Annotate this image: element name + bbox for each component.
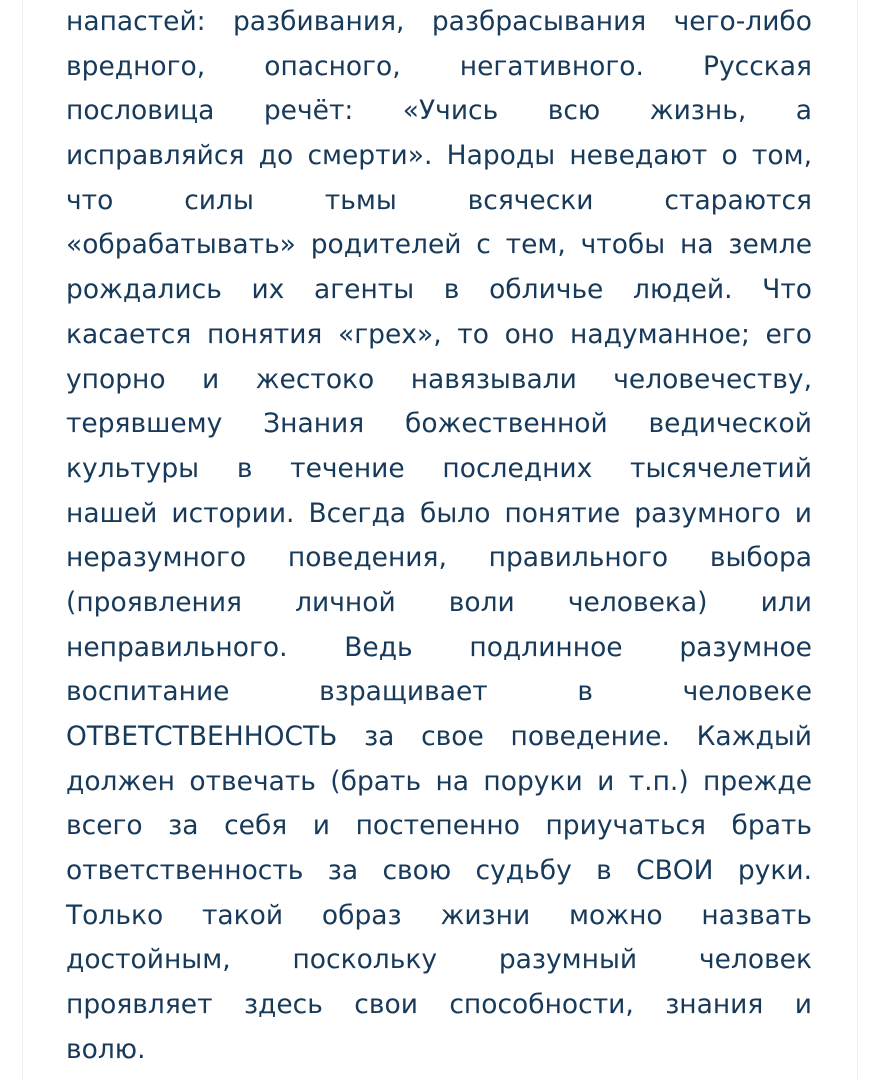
text-line: упорно и жестоко навязывали человечеству, [66,363,812,395]
text-line: исправляйся до смерти». Народы неведают о том, [66,140,812,172]
text-line: всего за себя и постепенно приучаться брать [66,810,812,842]
text-line: (проявления личной воли человека) или [66,586,812,618]
article-text [66,0,812,1073]
text-line: что силы тьмы всячески стараются [66,184,812,216]
text-line: напастей: разбивания, разбрасывания чего-либо [66,6,812,37]
text-line: воспитание взращивает в человеке [66,676,812,708]
text-line: проявляет здесь свои способности, знания и [66,989,812,1021]
text-line: вредного, опасного, негативного. Русская [66,50,812,82]
text-line: неправильного. Ведь подлинное разумное [66,631,812,663]
text-line: касается понятия «грех», то оно надуманное; его [66,318,812,350]
text-line: культуры в течение последних тысячелетий [66,452,812,484]
text-line: должен отвечать (брать на поруки и т.п.) прежде [66,765,812,797]
text-line: Только такой образ жизни можно назвать [66,899,812,931]
text-line: «обрабатывать» родителей с тем, чтобы на земле [66,229,812,261]
text-line: рождались их агенты в обличье людей. Что [66,274,812,306]
text-line: ОТВЕТСТВЕННОСТЬ за свое поведение. Каждый [66,721,812,752]
text-line: волю. [66,1033,146,1065]
text-line: ответственность за свою судьбу в СВОИ руки. [66,855,812,887]
text-line: нашей истории. Всегда было понятие разумного и [66,497,812,529]
text-line: пословица речёт: «Учись всю жизнь, а [66,95,812,127]
text-line: достойным, поскольку разумный человек [66,944,812,976]
text-line: неразумного поведения, правильного выбора [66,542,812,574]
text-line: терявшему Знания божественной ведической [66,408,812,440]
